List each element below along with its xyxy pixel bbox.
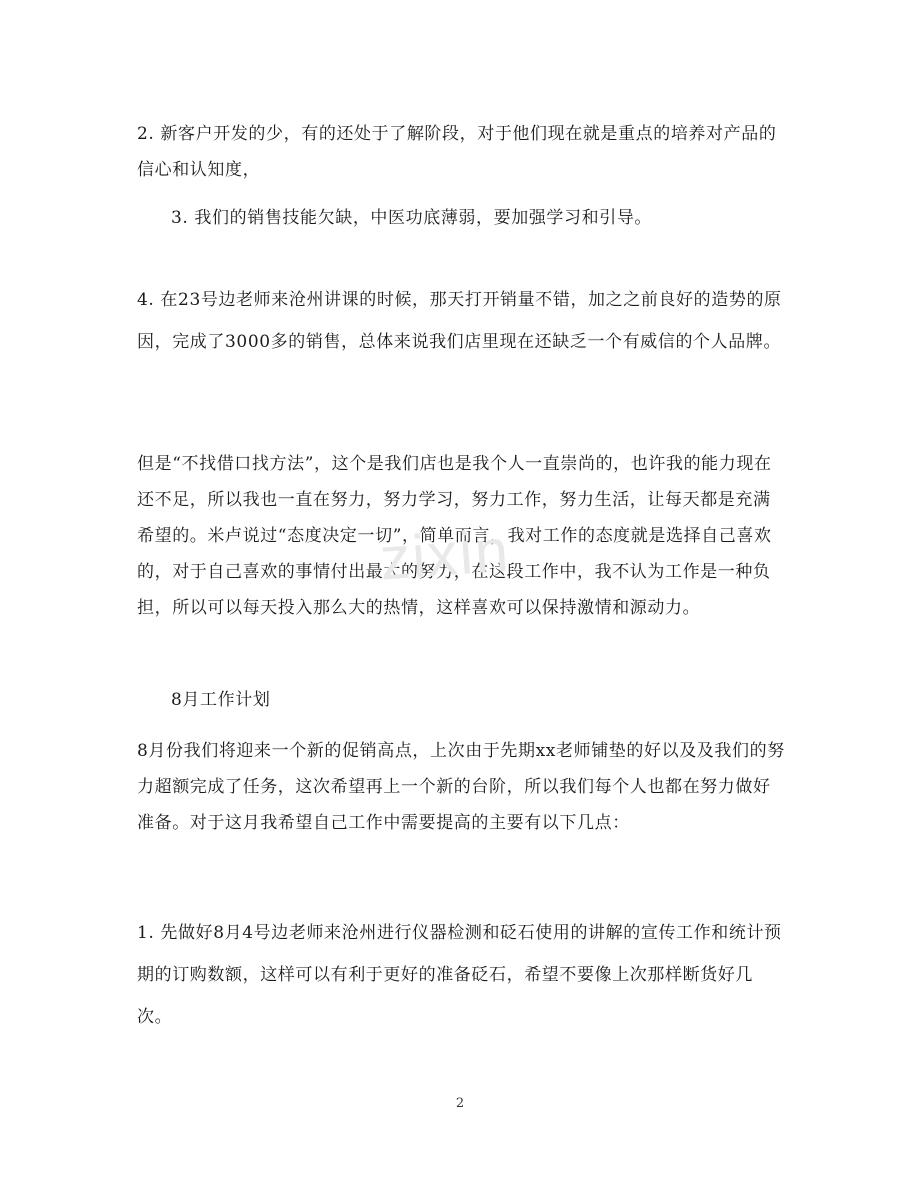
section-heading-august-plan: 8月工作计划 (171, 690, 271, 710)
paragraph-no-excuses: 但是“不找借口找方法”，这个是我们店也是我个人一直崇尚的，也许我的能力现在还不足，所以我也一直在努力，努力学习，努力工作，努力生活，让每天都是充满希望的。米卢说过“态度决定一切”，简单而言，我对工作的态度就是选择自己喜欢的，对于自己喜欢的事情付出最大的努力，在这段工作中，我不认为工作是一种负担，所以可以每天投入那么大的热情，这样喜欢可以保持激情和源动力。 (137, 454, 772, 618)
paragraph-plan-item-1: 1. 先做好8月4号边老师来沧州进行仪器检测和砭石使用的讲解的宣传工作和统计预期的订购数额，这样可以有利于更好的准备砭石，希望不要像上次那样断货好几次。 (137, 923, 782, 1027)
watermark: zixin (377, 516, 513, 593)
paragraph-lecture-sales: 4. 在23号边老师来沧州讲课的时候，那天打开销量不错，加之之前良好的造势的原因，完成了3000多的销售，总体来说我们店里现在还缺乏一个有威信的个人品牌。 (137, 290, 782, 352)
paragraph-august-promotion: 8月份我们将迎来一个新的促销高点，上次由于先期xx老师铺垫的好以及及我们的努力超额完成了任务，这次希望再上一个新的台阶，所以我们每个人也都在努力做好准备。对于这月我希望自己工作中需要提高的主要有以下几点： (137, 741, 785, 833)
paragraph-sales-skills: 3. 我们的销售技能欠缺，中医功底薄弱，要加强学习和引导。 (171, 208, 653, 228)
paragraph-new-customers: 2. 新客户开发的少，有的还处于了解阶段，对于他们现在就是重点的培养对产品的信心和认知度， (137, 124, 777, 180)
page-number: 2 (455, 1096, 465, 1111)
